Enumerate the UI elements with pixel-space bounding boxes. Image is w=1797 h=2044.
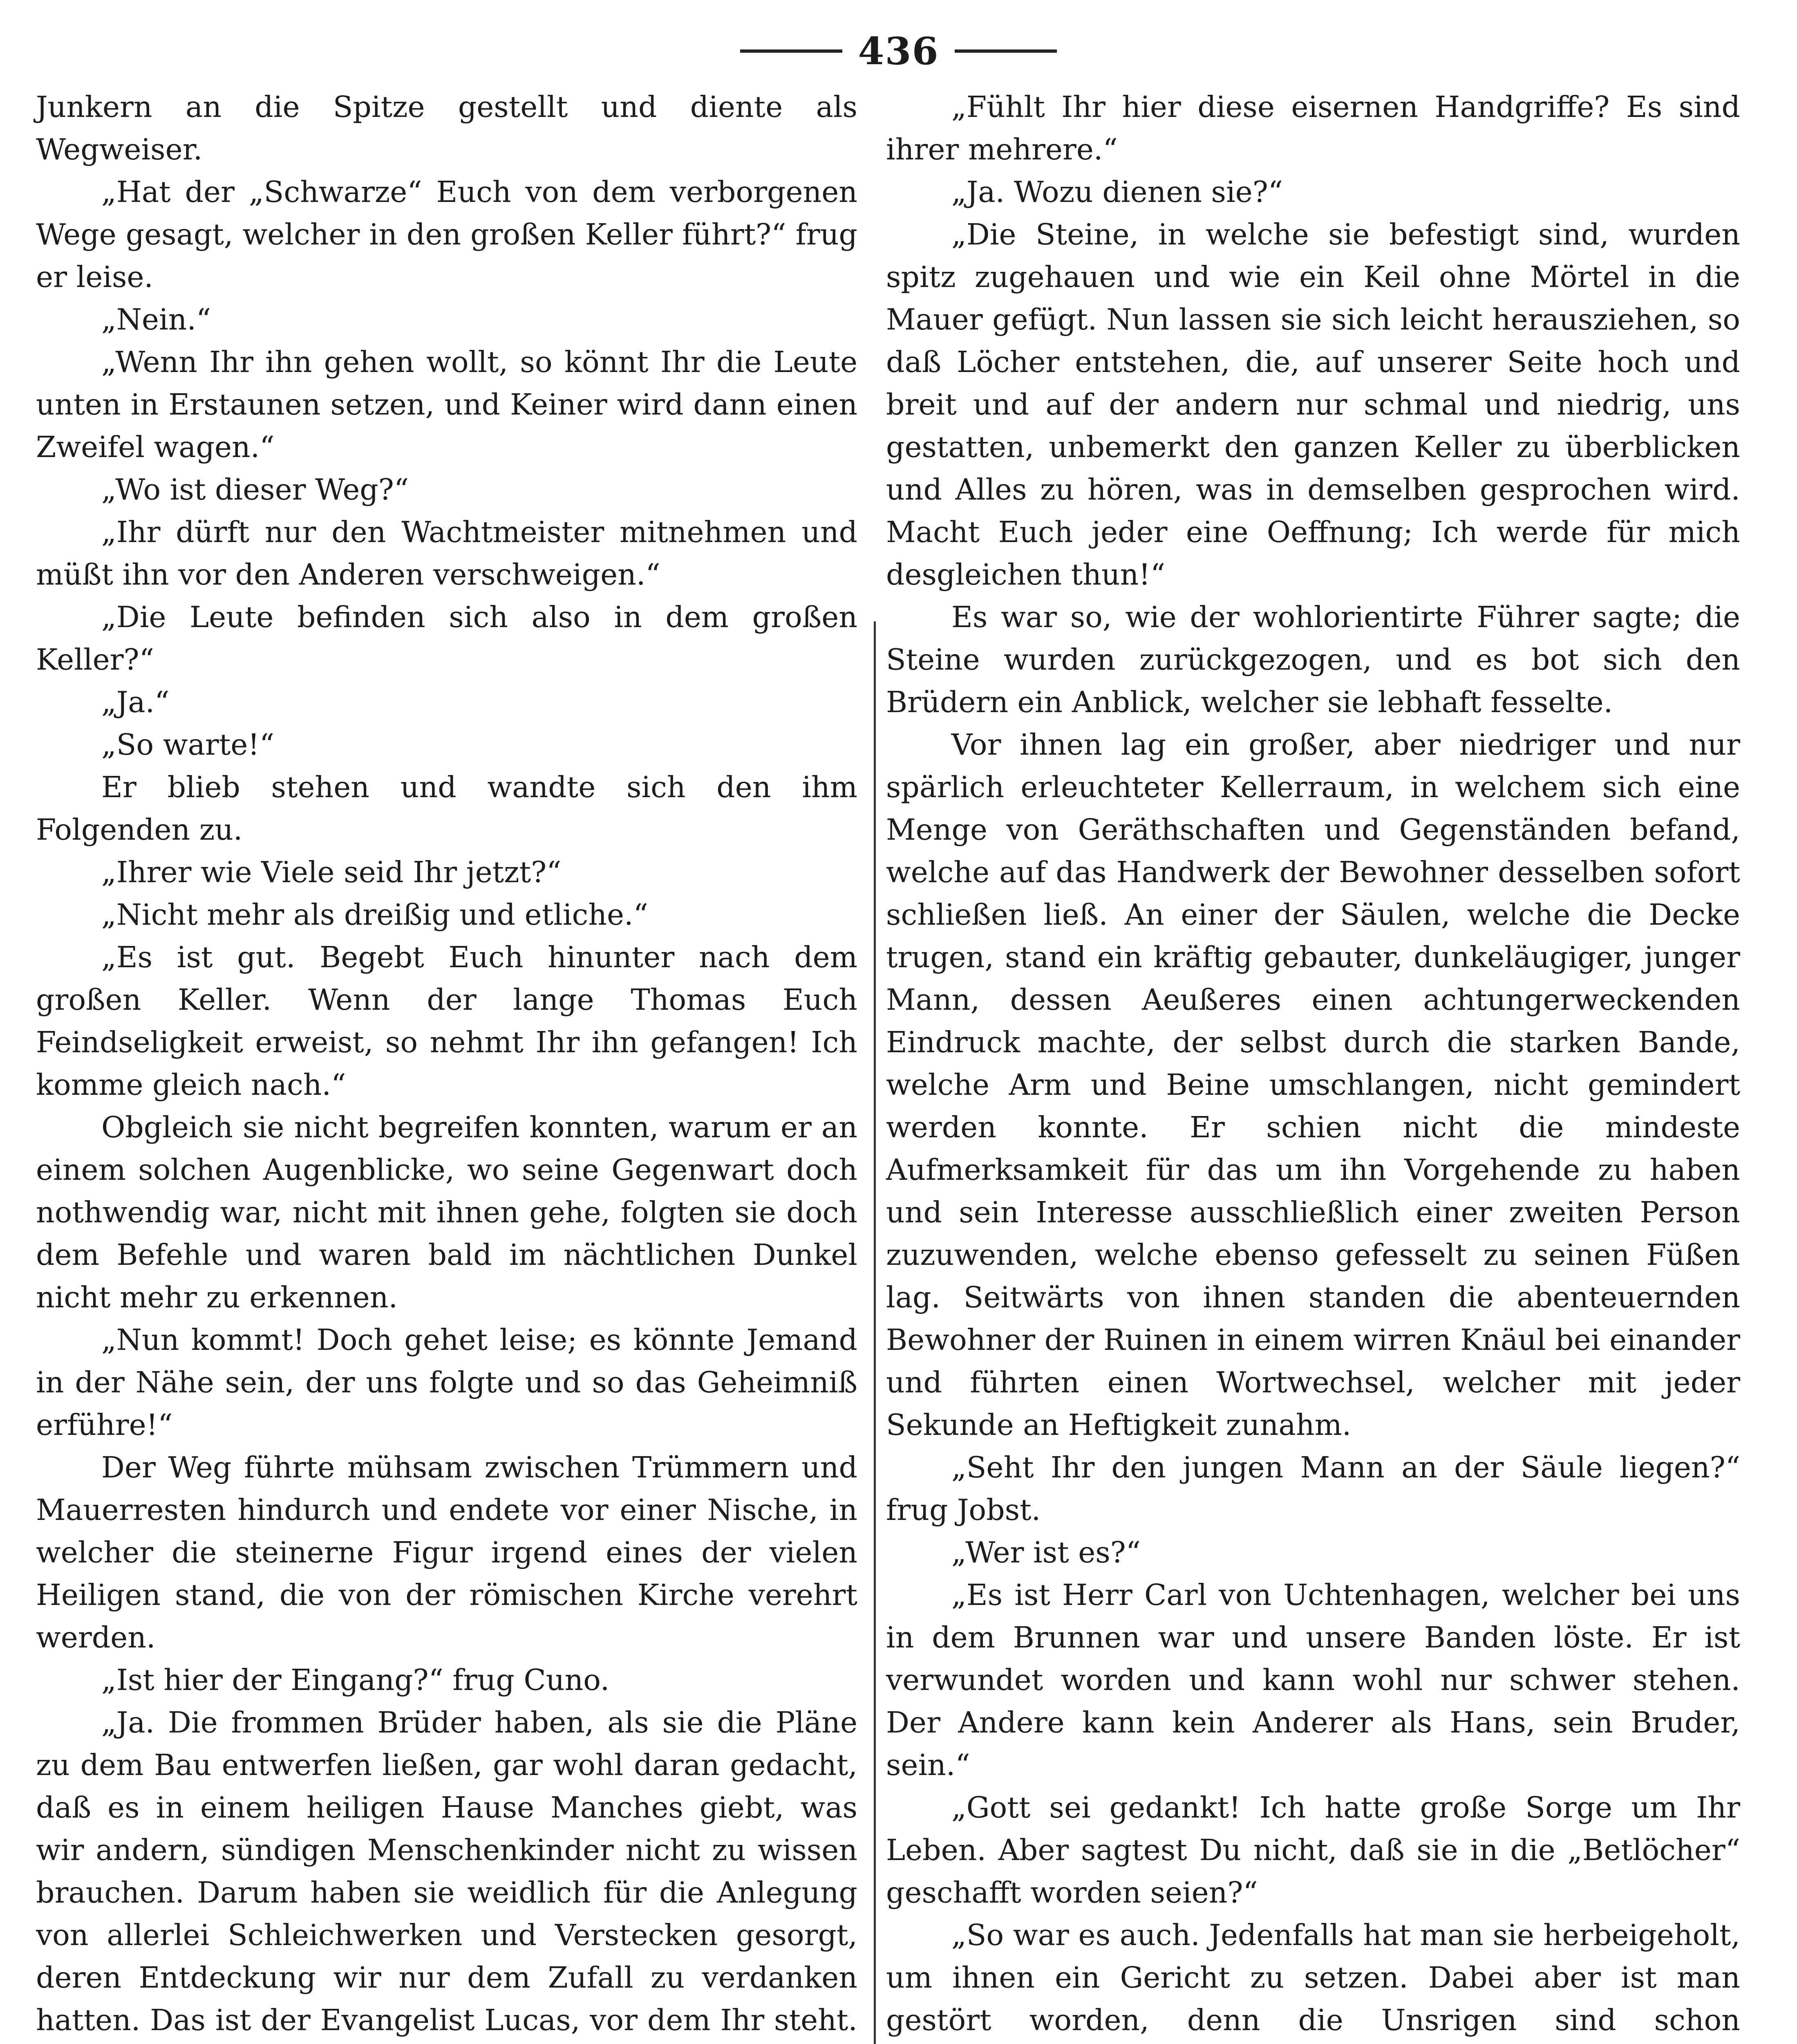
header-rule-right: [955, 49, 1057, 53]
paragraph: „Die Steine, in welche sie befestigt sind, wurden spitz zugehauen und wie ein Keil ohne Mörtel in die Mauer gefügt. Nun lassen sie sich leicht herausziehen, so daß Löcher entstehen, die, auf unserer Seite hoch und breit und auf der andern nur schmal und niedrig, uns gestatten, unbemerkt den ganzen Keller zu überblicken und Alles zu hören, was in demselben gesprochen wird. Macht Euch jeder eine Oeffnung; Ich werde für mich desgleichen thun!“: [886, 217, 1740, 592]
paragraph: „So war es auch. Jedenfalls hat man sie herbeigeholt, um ihnen ein Gericht zu setzen. Dabei aber ist man gestört worden, denn die Unsrigen sind schon: [886, 1918, 1740, 2037]
paragraph: „Es ist gut. Begebt Euch hinunter nach dem großen Keller. Wenn der lange Thomas Euch Feindseligkeit erweist, so nehmt Ihr ihn gefangen! Ich komme gleich nach.“: [36, 940, 857, 1102]
paragraph: Der Weg führte mühsam zwischen Trümmern und Mauerresten hindurch und endete vor einer Nische, in welcher die steinerne Figur irgend eines der vielen Heiligen stand, die von der römischen Kirche verehrt werden.: [36, 1450, 857, 1654]
paragraph: „Ja. Wozu dienen sie?“: [951, 175, 1283, 209]
paragraph: „Die Leute befinden sich also in dem großen Keller?“: [36, 600, 857, 677]
paragraph: „Ja.“: [101, 685, 170, 719]
left-column: [36, 86, 857, 2044]
right-column: [886, 86, 1740, 2044]
paragraph: „Seht Ihr den jungen Mann an der Säule liegen?“ frug Jobst.: [886, 1450, 1740, 1527]
paragraph: „Es ist Herr Carl von Uchtenhagen, welcher bei uns in dem Brunnen war und unsere Banden löste. Er ist verwundet worden und kann wohl nur schwer stehen. Der Andere kann kein Anderer als Hans, sein Bruder, sein.“: [886, 1578, 1740, 1782]
paragraph: „So warte!“: [101, 728, 275, 762]
paragraph: Obgleich sie nicht begreifen konnten, warum er an einem solchen Augenblicke, wo seine Gegenwart doch nothwendig war, nicht mit ihnen gehe, folgten sie doch dem Befehle und waren bald im nächtlichen Dunkel nicht mehr zu erkennen.: [36, 1110, 857, 1314]
paragraph: „Gott sei gedankt! Ich hatte große Sorge um Ihr Leben. Aber sagtest Du nicht, daß sie in die „Betlöcher“ geschafft worden seien?“: [886, 1791, 1740, 1910]
header-rule-left: [740, 49, 842, 53]
column-divider: [874, 621, 876, 2044]
paragraph: „Ihr dürft nur den Wachtmeister mitnehmen und müßt ihn vor den Anderen verschweigen.“: [36, 515, 857, 592]
paragraph: „Ja. Die frommen Brüder haben, als sie die Pläne zu dem Bau entwerfen ließen, gar wohl daran gedacht, daß es in einem heiligen Hause Manches giebt, was wir andern, sündigen Menschenkinder nicht zu wissen brauchen. Darum haben sie weidlich für die Anlegung von allerlei Schleichwerken und Verstecken gesorgt, deren Entdeckung wir nur dem Zufall zu verdanken hatten. Das ist der Evangelist Lucas, vor dem Ihr steht.: [36, 1706, 857, 2037]
paragraph: „Nicht mehr als dreißig und etliche.“: [101, 898, 648, 932]
paragraph: „Fühlt Ihr hier diese eisernen Handgriffe? Es sind ihrer mehrere.“: [886, 90, 1740, 166]
paragraph: „Ihrer wie Viele seid Ihr jetzt?“: [101, 855, 562, 889]
paragraph: „Wenn Ihr ihn gehen wollt, so könnt Ihr die Leute unten in Erstaunen setzen, und Keiner wird dann einen Zweifel wagen.“: [36, 345, 857, 464]
paragraph: Junkern an die Spitze gestellt und diente als Wegweiser.: [36, 90, 857, 166]
paragraph: „Ist hier der Eingang?“ frug Cuno.: [101, 1663, 610, 1697]
page-header: [0, 16, 1797, 86]
paragraph: „Wer ist es?“: [951, 1535, 1141, 1569]
paragraph: Vor ihnen lag ein großer, aber niedriger und nur spärlich erleuchteter Kellerraum, in welchem sich eine Menge von Geräthschaften und Gegenständen befand, welche auf das Handwerk der Bewohner desselben sofort schließen ließ. An einer der Säulen, welche die Decke trugen, stand ein kräftig gebauter, dunkeläugiger, junger Mann, dessen Aeußeres einen achtungerweckenden Eindruck machte, der selbst durch die starken Bande, welche Arm und Beine umschlangen, nicht gemindert werden konnte. Er schien nicht die mindeste Aufmerksamkeit für das um ihn Vorgehende zu haben und sein Interesse ausschließlich einer zweiten Person zuzuwenden, welche ebenso gefesselt zu seinen Füßen lag. Seitwärts von ihnen standen die abenteuernden Bewohner der Ruinen in einem wirren Knäul bei einander und führten einen Wortwechsel, welcher mit jeder Sekunde an Heftigkeit zunahm.: [886, 728, 1740, 1442]
paragraph: „Nun kommt! Doch gehet leise; es könnte Jemand in der Nähe sein, der uns folgte und so das Geheimniß erführe!“: [36, 1323, 857, 1442]
paragraph: „Wo ist dieser Weg?“: [101, 473, 409, 507]
paragraph: Er blieb stehen und wandte sich den ihm Folgenden zu.: [36, 770, 857, 847]
paragraph: Es war so, wie der wohlorientirte Führer sagte; die Steine wurden zurückgezogen, und es bot sich den Brüdern ein Anblick, welcher sie lebhaft fesselte.: [886, 600, 1740, 719]
paragraph: „Hat der „Schwarze“ Euch von dem verborgenen Wege gesagt, welcher in den großen Keller führt?“ frug er leise.: [36, 175, 857, 294]
page-number: 436: [858, 29, 939, 73]
paragraph: „Nein.“: [101, 303, 211, 336]
